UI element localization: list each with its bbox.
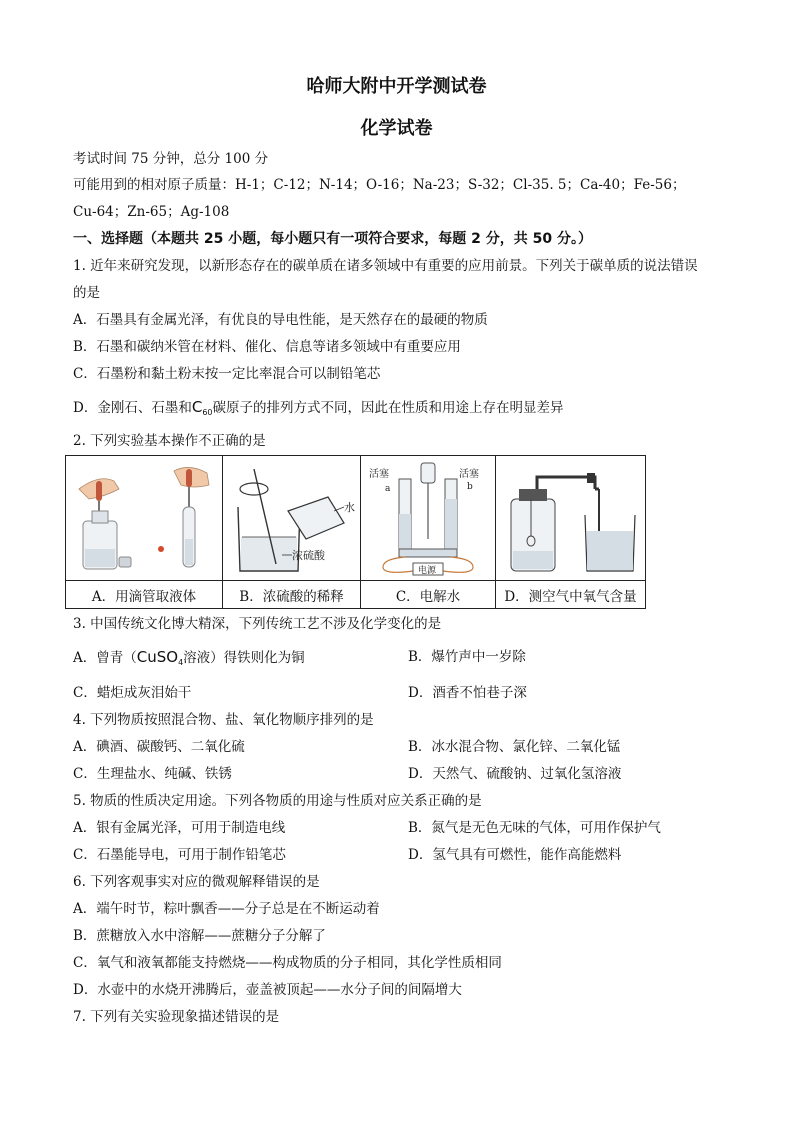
q1-stem-line-2: 的是 bbox=[73, 285, 100, 301]
label-b: b bbox=[467, 482, 473, 492]
q4-option-d: D．天然气、硫酸钠、过氧化氢溶液 bbox=[408, 766, 622, 782]
q4-stem: 4. 下列物质按照混合物、盐、氧化物顺序排列的是 bbox=[73, 712, 374, 728]
acid-dilution-figure bbox=[226, 459, 358, 577]
q2-caption-a: A．用滴管取液体 bbox=[66, 581, 223, 609]
q6-option-b: B．蔗糖放入水中溶解——蔗糖分子分解了 bbox=[73, 928, 326, 944]
q3-option-d: D．酒香不怕巷子深 bbox=[408, 685, 527, 701]
label-stopcock-right: 活塞 bbox=[459, 469, 479, 480]
q1-option-d bbox=[73, 398, 564, 422]
dropper-bottle-figure bbox=[69, 459, 219, 577]
q5-stem: 5. 物质的性质决定用途。下列各物质的用途与性质对应关系正确的是 bbox=[73, 793, 482, 809]
q2-figure-c bbox=[361, 456, 496, 581]
q2-caption-d: D．测空气中氧气含量 bbox=[496, 581, 646, 609]
atomic-masses-line-1: 可能用到的相对原子质量：H-1；C-12；N-14；O-16；Na-23；S-32；Cl-35. 5；Ca-40；Fe-56； bbox=[73, 177, 686, 193]
exam-title: 哈师大附中开学测试卷 bbox=[306, 76, 487, 97]
label-stopcock-left: 活塞 bbox=[369, 469, 389, 480]
q3-option-b: B．爆竹声中一岁除 bbox=[408, 649, 526, 665]
q6-stem: 6. 下列客观事实对应的微观解释错误的是 bbox=[73, 874, 320, 890]
q3-stem: 3. 中国传统文化博大精深，下列传统工艺不涉及化学变化的是 bbox=[73, 616, 442, 632]
label-concentrated-acid: 浓硫酸 bbox=[291, 549, 325, 562]
q1-option-b: B．石墨和碳纳米管在材料、催化、信息等诸多领域中有重要应用 bbox=[73, 339, 461, 355]
q4-option-b: B．冰水混合物、氯化锌、二氧化锰 bbox=[408, 739, 621, 755]
q1-option-a: A．石墨具有金属光泽，有优良的导电性能，是天然存在的最硬的物质 bbox=[73, 312, 488, 328]
q1-option-d-prefix: D．金刚石、石墨和 bbox=[73, 400, 192, 416]
q1-option-d-suffix: 碳原子的排列方式不同，因此在性质和用途上存在明显差异 bbox=[212, 400, 564, 416]
q4-option-c: C．生理盐水、纯碱、铁锈 bbox=[73, 766, 232, 782]
label-power: 电源 bbox=[418, 566, 437, 576]
q2-caption-c: C．电解水 bbox=[361, 581, 496, 609]
exam-time: 考试时间 75 分钟，总分 100 分 bbox=[73, 151, 269, 167]
q6-option-c: C．氧气和液氧都能支持燃烧——构成物质的分子相同，其化学性质相同 bbox=[73, 955, 502, 971]
q4-option-a: A．碘酒、碳酸钙、二氧化硫 bbox=[73, 739, 245, 755]
q2-figure-d bbox=[496, 456, 646, 581]
q5-option-a: A．银有金属光泽，可用于制造电线 bbox=[73, 820, 286, 836]
q3-cuso4-formula: CuSO$_4$ bbox=[136, 648, 184, 667]
q5-option-c: C．石墨能导电，可用于制作铅笔芯 bbox=[73, 847, 286, 863]
q5-option-b: B．氮气是无色无味的气体，可用作保护气 bbox=[408, 820, 661, 836]
q1-option-c: C．石墨粉和黏土粉末按一定比率混合可以制铅笔芯 bbox=[73, 366, 381, 382]
label-a: a bbox=[385, 484, 391, 494]
atomic-masses-line-2: Cu-64；Zn-65；Ag-108 bbox=[73, 204, 230, 220]
q2-caption-b: B．浓硫酸的稀释 bbox=[223, 581, 361, 609]
section-heading: 一、选择题（本题共 25 小题，每小题只有一项符合要求，每题 2 分，共 50 分。） bbox=[73, 231, 592, 247]
electrolysis-figure bbox=[363, 459, 493, 577]
exam-subtitle: 化学试卷 bbox=[360, 118, 433, 139]
q2-stem: 2. 下列实验基本操作不正确的是 bbox=[73, 433, 266, 449]
q7-stem: 7. 下列有关实验现象描述错误的是 bbox=[73, 1009, 280, 1025]
q2-figure-a bbox=[66, 456, 223, 581]
q6-option-a: A．端午时节，粽叶飘香——分子总是在不断运动着 bbox=[73, 901, 380, 917]
oxygen-measurement-figure bbox=[499, 459, 643, 577]
q2-figure-table bbox=[65, 455, 646, 609]
q1-stem-line-1: 1. 近年来研究发现，以新形态存在的碳单质在诸多领域中有重要的应用前景。下列关于碳单质的说法错误 bbox=[73, 258, 698, 274]
q5-option-d: D．氢气具有可燃性，能作高能燃料 bbox=[408, 847, 622, 863]
q1-c60-formula: $C_{60}$ bbox=[191, 398, 213, 417]
q3-option-a: A．曾青（CuSO$_4$溶液）得铁则化为铜 bbox=[73, 648, 305, 667]
q3-option-c: C．蜡炬成灰泪始干 bbox=[73, 685, 192, 701]
q2-figure-b bbox=[223, 456, 361, 581]
q6-option-d: D．水壶中的水烧开沸腾后，壶盖被顶起——水分子间的间隔增大 bbox=[73, 982, 462, 998]
label-water: 水 bbox=[343, 501, 355, 514]
